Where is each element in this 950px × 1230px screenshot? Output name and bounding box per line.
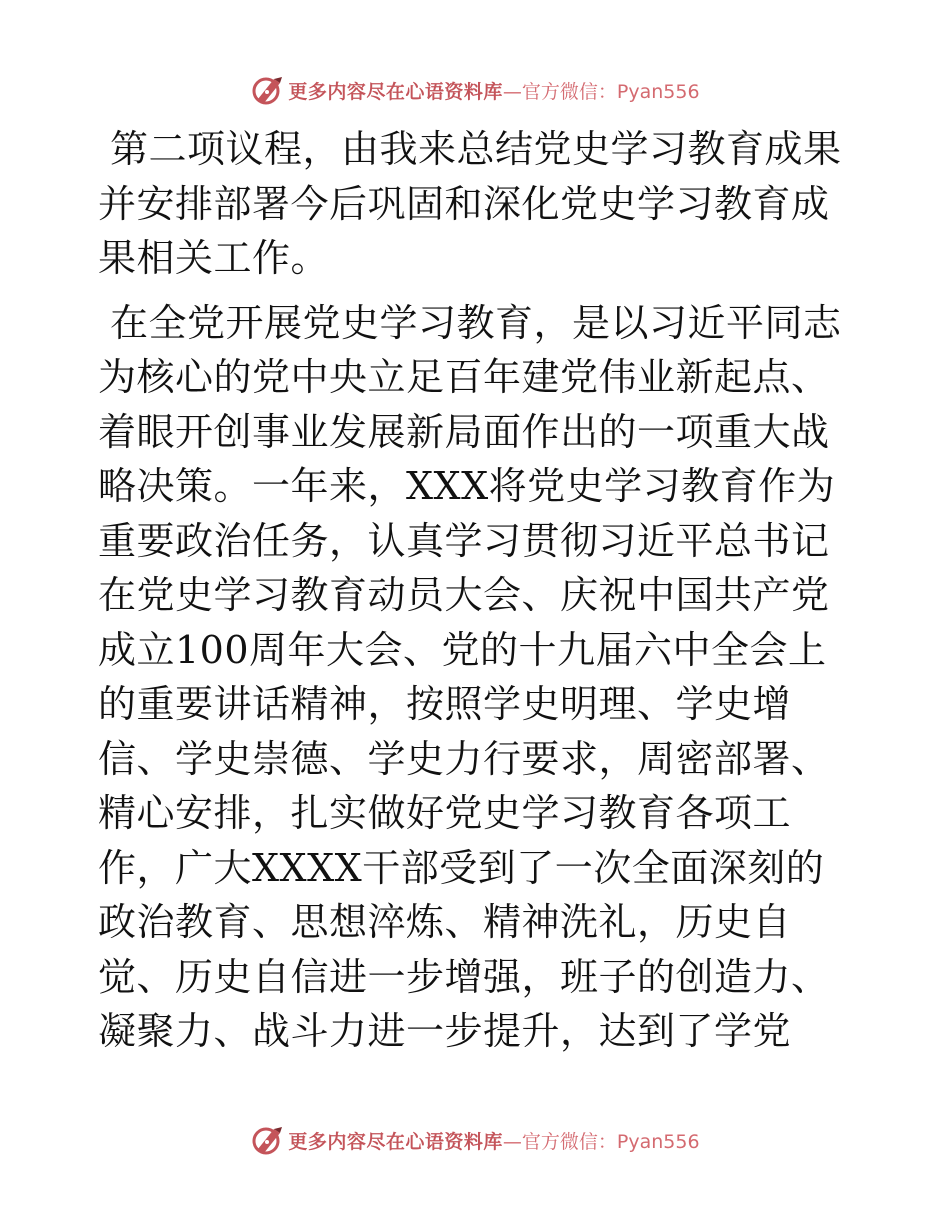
banner-wechat-text: —官方微信：Pyan556 [502, 80, 700, 103]
banner-brand-text: 更多内容尽在心语资料库 [288, 80, 503, 103]
banner-brand-text: 更多内容尽在心语资料库 [288, 1130, 503, 1153]
paragraph-main: 在全党开展党史学习教育，是以习近平同志为核心的党中央立足百年建党伟业新起点、着眼开创事业发展新局面作出的一项重大战略决策。一年来，XXX将党史学习教育作为重要政治任务，认真学习贯彻习近平总书记在党史学习教育动员大会、庆祝中国共产党成立100周年大会、党的十九届六中全会上的重要讲话精神，按照学史明理、学史增信、学史崇德、学史力行要求，周密部署、精心安排，扎实做好党史学习教育各项工作，广大XXXX干部受到了一次全面深刻的政治教育、思想淬炼、精神洗礼，历史自觉、历史自信进一步增强，班子的创造力、凝聚力、战斗力进一步提升，达到了学党 [98, 300, 842, 1053]
footer-watermark-banner [0, 1120, 950, 1160]
pen-nib-circle-icon [250, 73, 284, 107]
document-body [98, 122, 858, 1059]
header-watermark-banner [0, 70, 950, 110]
banner-wechat-text: —官方微信：Pyan556 [502, 1130, 700, 1153]
pen-nib-circle-icon [250, 1123, 284, 1157]
paragraph-agenda: 第二项议程，由我来总结党史学习教育成果并安排部署今后巩固和深化党史学习教育成果相关工作。 [98, 127, 842, 280]
